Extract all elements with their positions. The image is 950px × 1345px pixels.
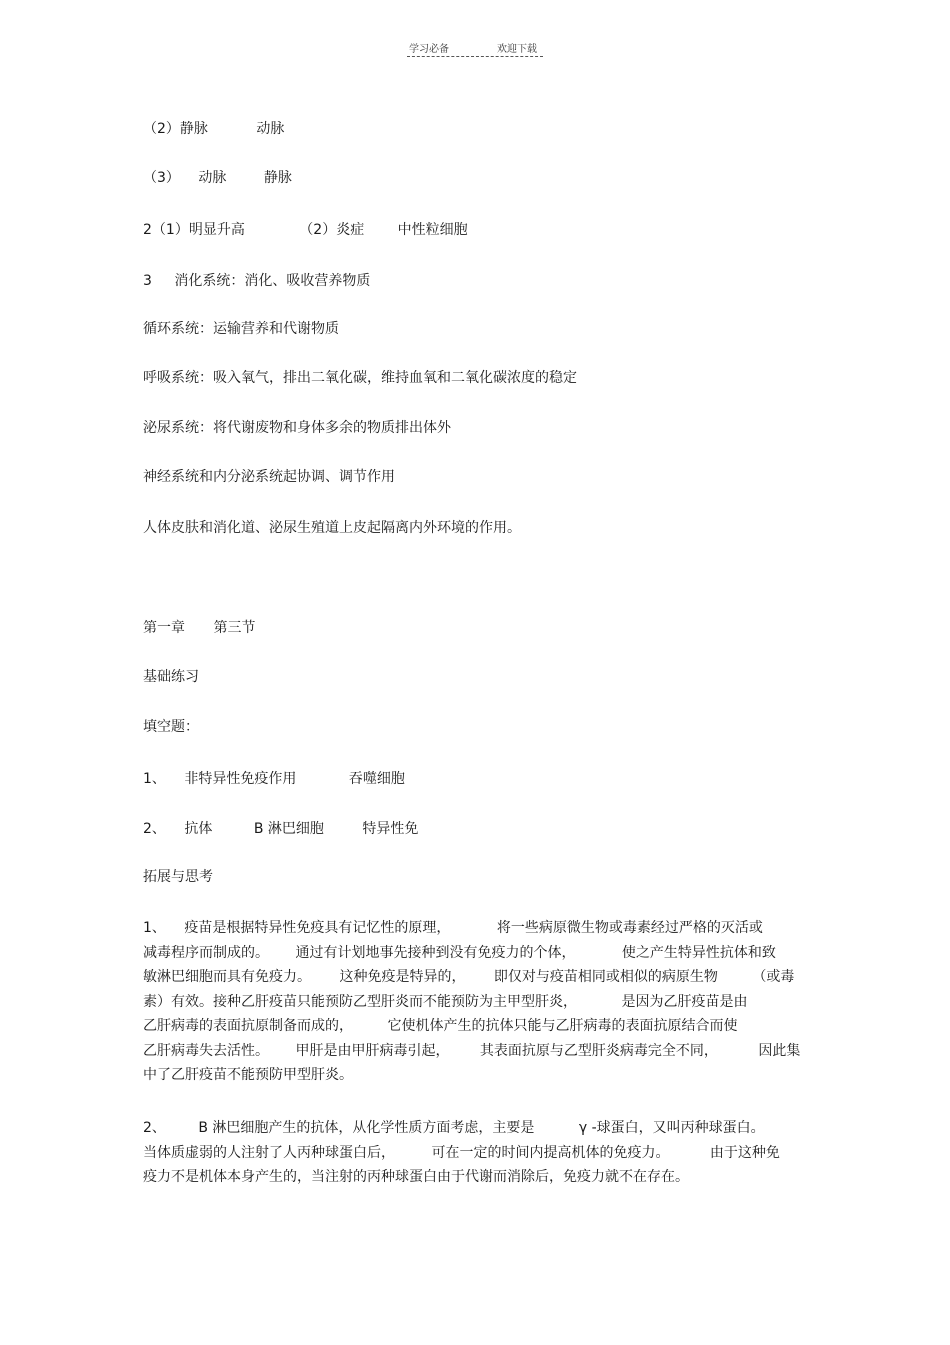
text-segment: 特异性免 — [362, 821, 419, 837]
circulatory-line: 循环系统：运输营养和代谢物质 — [143, 321, 339, 337]
paragraph-line — [143, 941, 808, 966]
nervous-endocrine-line: 神经系统和内分泌系统起协调、调节作用 — [143, 469, 395, 485]
text-segment: 敏淋巴细胞而具有免疫力。 — [143, 969, 311, 985]
text-segment: 动脉 — [198, 170, 227, 186]
text-segment: 中了乙肝疫苗不能预防甲型肝炎。 — [143, 1067, 353, 1083]
answer-line-2 — [143, 220, 468, 240]
text-segment: 静脉 — [263, 170, 292, 186]
text-segment: （3） — [143, 170, 180, 186]
text-segment: （2）静脉 — [143, 121, 208, 137]
text-segment: 1、 — [143, 771, 166, 787]
fill-answer-1 — [143, 769, 405, 789]
fill-answer-2 — [143, 819, 418, 839]
text-segment: 吞噬细胞 — [348, 771, 405, 787]
section-label: 第三节 — [213, 620, 256, 636]
text-segment: 3 — [143, 273, 152, 289]
text-segment: 甲肝是由甲肝病毒引起， — [295, 1042, 450, 1059]
text-segment: 当体质虚弱的人注射了人丙种球蛋白后， — [143, 1144, 395, 1161]
answer-line-2-3 — [143, 168, 292, 188]
page-header — [407, 38, 543, 57]
basic-practice-heading: 基础练习 — [143, 669, 199, 685]
extend-thinking-heading: 拓展与思考 — [143, 869, 213, 885]
paragraph-line — [143, 1014, 808, 1039]
text-segment: 抗体 — [184, 821, 213, 837]
chapter-label: 第一章 — [143, 620, 185, 636]
text-segment: 消化系统：消化、吸收营养物质 — [174, 273, 371, 289]
fill-blank-heading: 填空题： — [143, 719, 199, 735]
paragraph-line — [143, 1039, 808, 1064]
paragraph-line — [143, 965, 808, 990]
text-segment: （或毒 — [752, 969, 795, 985]
text-segment: 将一些病原微生物或毒素经过严格的灭活或 — [496, 920, 763, 936]
text-segment: 疫力不是机体本身产生的，当注射的丙种球蛋白由于代谢而消除后，免疫力就不在存在。 — [143, 1169, 689, 1185]
text-segment: 通过有计划地事先接种到没有免疫力的个体， — [295, 944, 576, 961]
text-segment: 其表面抗原与乙型肝炎病毒完全不同， — [479, 1042, 718, 1059]
answer-paragraph-2 — [143, 1116, 808, 1190]
text-segment: 使之产生特异性抗体和致 — [621, 944, 776, 961]
answer-paragraph-1 — [143, 916, 808, 1088]
text-segment: 动脉 — [256, 121, 285, 137]
answer-line-2-2 — [143, 119, 284, 139]
text-segment: 乙肝病毒失去活性。 — [143, 1042, 269, 1059]
text-segment: 中性粒细胞 — [397, 222, 468, 238]
answer-line-3 — [143, 271, 370, 291]
chapter-heading — [143, 618, 255, 638]
text-segment: 乙肝病毒的表面抗原制备而成的， — [143, 1018, 353, 1034]
text-segment: 可在一定的时间内提高机体的免疫力。 — [431, 1144, 670, 1161]
text-segment: 它使机体产生的抗体只能与乙肝病毒的表面抗原结合而使 — [387, 1018, 738, 1034]
text-segment: B 淋巴细胞 — [253, 821, 324, 837]
text-segment: B 淋巴细胞产生的抗体，从化学性质方面考虑，主要是 — [198, 1120, 535, 1136]
text-segment: 素）有效。接种乙肝疫苗只能预防乙型肝炎而不能预防为主甲型肝炎， — [143, 993, 577, 1010]
text-segment: 非特异性免疫作用 — [184, 771, 297, 787]
text-segment: 疫苗是根据特异性免疫具有记忆性的原理， — [184, 920, 451, 936]
text-segment: 因此集 — [758, 1042, 801, 1059]
text-segment: （2）炎症 — [299, 222, 365, 238]
text-segment: 2、 — [143, 1120, 166, 1136]
paragraph-line — [143, 990, 808, 1015]
paragraph-line — [143, 916, 808, 941]
respiratory-line: 呼吸系统：吸入氧气，排出二氧化碳，维持血氧和二氧化碳浓度的稳定 — [143, 370, 577, 386]
header-left-text: 学习必备 — [409, 44, 449, 55]
text-segment: 是因为乙肝疫苗是由 — [621, 993, 748, 1010]
paragraph-line — [143, 1116, 808, 1141]
text-segment: 1、 — [143, 920, 166, 936]
text-segment: γ -球蛋白，又叫丙种球蛋白。 — [578, 1120, 765, 1136]
text-segment: 由于这种免 — [709, 1144, 780, 1161]
header-right-text: 欢迎下载 — [497, 44, 537, 55]
text-segment: 2、 — [143, 821, 166, 837]
urinary-line: 泌尿系统：将代谢废物和身体多余的物质排出体外 — [143, 420, 451, 436]
paragraph-line — [143, 1165, 808, 1190]
text-segment: 减毒程序而制成的。 — [143, 944, 269, 961]
paragraph-line — [143, 1141, 808, 1166]
skin-line: 人体皮肤和消化道、泌尿生殖道上皮起隔离内外环境的作用。 — [143, 520, 521, 536]
text-segment: 2（1）明显升高 — [143, 222, 245, 238]
text-segment: 即仅对与疫苗相同或相似的病原生物 — [493, 969, 718, 985]
text-segment: 这种免疫是特异的， — [339, 969, 466, 985]
paragraph-line — [143, 1063, 808, 1088]
